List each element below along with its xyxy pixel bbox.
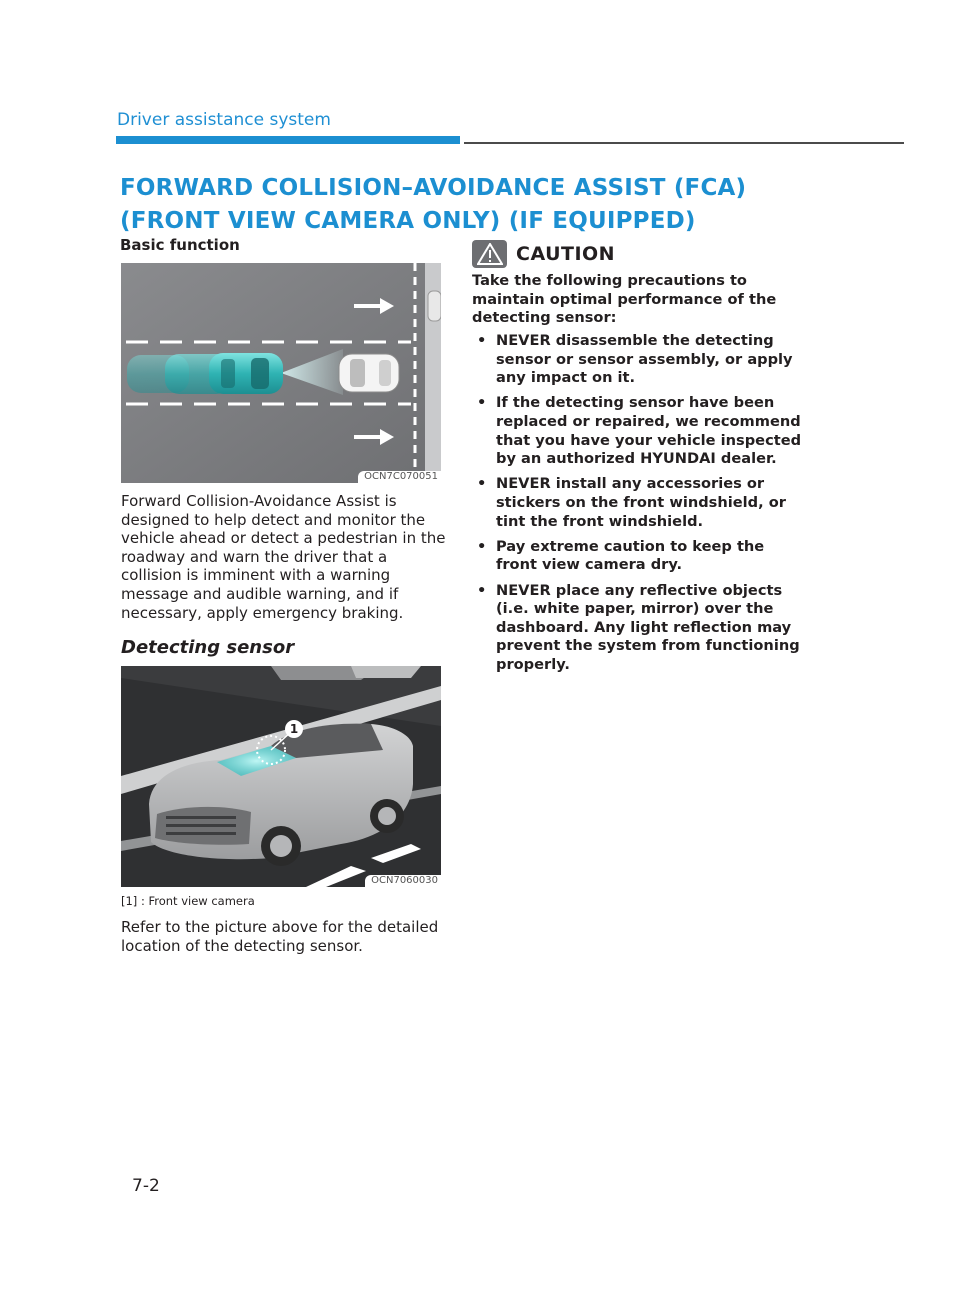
list-item: • NEVER disassemble the detecting sensor or sensor assembly, or apply any impact on it. — [477, 332, 793, 387]
header-rule-accent — [116, 136, 460, 144]
warning-triangle-icon — [472, 240, 507, 268]
list-item: • Pay extreme caution to keep the front view camera dry. — [477, 537, 765, 574]
detecting-sensor-heading: Detecting sensor — [121, 637, 295, 658]
ego-vehicle — [209, 353, 283, 394]
detecting-sensor-figure — [121, 666, 441, 887]
basic-function-figure — [121, 263, 441, 483]
list-item: • If the detecting sensor have been replaced or repaired, we recommend that you have your vehicle inspected by an authorized HYUNDAI dealer. — [477, 394, 802, 468]
figure-caption: [1] : Front view camera — [121, 894, 255, 908]
section-header: Driver assistance system — [117, 110, 331, 130]
page-number: 7-2 — [132, 1176, 160, 1196]
caution-label: CAUTION — [516, 243, 616, 265]
road-illustration — [121, 263, 441, 483]
basic-function-heading: Basic function — [120, 236, 240, 254]
caution-intro: Take the following precautions to maintain optimal performance of the detecting sensor: — [472, 272, 777, 327]
page-title: FORWARD COLLISION–AVOIDANCE ASSIST (FCA) (FRONT VIEW CAMERA ONLY) (IF EQUIPPED) — [120, 175, 747, 234]
basic-function-text: Forward Collision-Avoidance Assist is designed to help detect and monitor the vehicle ahead or detect a pedestrian in the roadway and warn the driver that a collision is imminent with a warning message and audible warning, and if necessary, apply emergency braking. — [121, 492, 446, 622]
vehicle-ahead — [339, 354, 399, 392]
header-rule — [464, 142, 904, 144]
callout-number: 1 — [289, 722, 299, 736]
figure-code: OCN7060030 — [365, 875, 441, 887]
list-item: • NEVER install any accessories or stickers on the front windshield, or tint the front windshield. — [477, 475, 786, 530]
list-item: • NEVER place any reflective objects (i.e. white paper, mirror) over the dashboard. Any light reflection may prevent the system from functioning properly. — [477, 581, 800, 673]
figure-code: OCN7C070051 — [358, 471, 441, 483]
vehicle-illustration — [121, 666, 441, 887]
caution-header — [472, 240, 615, 268]
detecting-sensor-text: Refer to the picture above for the detailed location of the detecting sensor. — [121, 918, 439, 955]
caution-list — [472, 332, 802, 681]
